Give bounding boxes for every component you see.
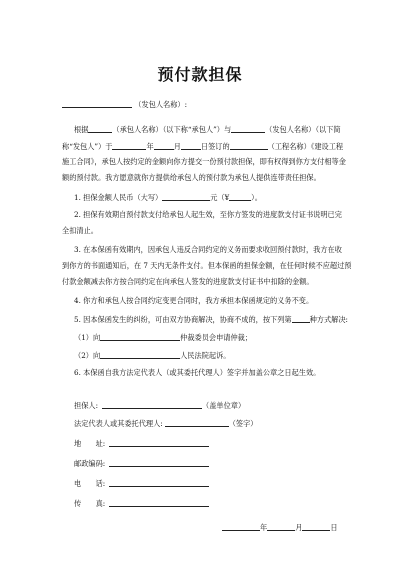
intro-line-2 <box>62 141 343 152</box>
option-1 <box>74 332 252 343</box>
item-3-line-1: 3. 在本保函有效期内，因承包人违反合同约定的义务而要求收回预付款时，我方在收 <box>74 245 342 254</box>
employer-name-blank[interactable] <box>231 124 265 133</box>
date-year-label: 年 <box>260 523 268 532</box>
dispute-option-blank[interactable] <box>292 314 310 323</box>
signature-note: （签字） <box>228 419 258 428</box>
legal-rep-label: 法定代表人或其委托代理人: <box>74 419 163 428</box>
date-day-label: 日 <box>330 523 338 532</box>
intro-text: 称“发包人”）于 <box>62 142 113 151</box>
fax-blank[interactable] <box>109 498 209 507</box>
item-2-line-1: 2. 担保有效期自预付款支付给承包人起生效，至你方签发的进度款支付证书说明已完 <box>74 210 342 219</box>
seal-note: （盖单位章） <box>202 401 246 410</box>
legal-rep-row <box>74 418 257 429</box>
fax-label: 传 真: <box>74 499 106 508</box>
phone-label: 电 话: <box>74 479 106 488</box>
intro-text: 根据 <box>74 125 89 134</box>
postcode-blank[interactable] <box>109 458 209 467</box>
amount-figure-blank[interactable] <box>229 192 251 201</box>
guarantor-blank[interactable] <box>102 400 202 409</box>
intro-text: （工程名称）《建设工程 <box>267 142 344 151</box>
phone-row <box>74 478 209 489</box>
date-year-blank[interactable] <box>222 522 260 531</box>
contractor-name-blank[interactable] <box>88 124 112 133</box>
item-text: 1. 担保金额人民币（大写） <box>74 193 163 202</box>
legal-rep-blank[interactable] <box>165 418 229 427</box>
intro-text: 年 <box>146 142 154 151</box>
project-name-blank[interactable] <box>230 141 268 150</box>
month-blank[interactable] <box>154 141 174 150</box>
item-3-line-2: 到你方的书面通知后，在 7 天内无条件支付。但本保函的担保金额，在任何时候不应超过预 <box>62 261 352 270</box>
intro-line-3: 施工合同》，承包人按约定的金额向你方提交一份预付款担保，即有权得到你方支付相等金 <box>62 157 346 166</box>
date-month-label: 月 <box>295 523 303 532</box>
guarantor-row <box>74 400 245 411</box>
year-blank[interactable] <box>112 141 146 150</box>
intro-text: 日签订的 <box>200 142 230 151</box>
item-6: 6. 本保函自我方法定代表人（或其委托代理人）签字并加盖公章之日起生效。 <box>74 368 321 377</box>
day-blank[interactable] <box>181 141 201 150</box>
fax-row <box>74 498 209 509</box>
employer-name-blank[interactable] <box>62 99 132 108</box>
address-blank[interactable] <box>109 438 209 447</box>
addressee-label: （发包人名称）: <box>134 100 188 109</box>
item-2-line-2: 全扣清止。 <box>62 226 98 235</box>
item-text: 5. 因本保函发生的纠纷，可由双方协商解决，协商不成的，按下列第 <box>74 315 292 324</box>
option-text: （2）向 <box>74 351 101 360</box>
option-text: 人民法院起诉。 <box>180 351 231 360</box>
item-5 <box>74 314 348 325</box>
intro-line-1 <box>74 124 341 135</box>
option-text: （1）向 <box>74 333 101 342</box>
date-row <box>222 522 338 533</box>
address-label: 地 址: <box>74 439 106 448</box>
arbitration-commission-blank[interactable] <box>100 332 180 341</box>
date-day-blank[interactable] <box>302 522 330 531</box>
item-4: 4. 你方和承包人按合同约定变更合同时，我方承担本保函规定的义务不变。 <box>74 296 314 305</box>
addressee-line <box>62 99 187 110</box>
item-1 <box>74 192 262 203</box>
guarantor-label: 担保人: <box>74 401 98 410</box>
item-3-line-3: 付款金额减去你方按合同约定在向承包人签发的进度款支付证书中扣除的金额。 <box>62 277 314 286</box>
option-2 <box>74 350 230 361</box>
intro-text: 月 <box>173 142 181 151</box>
item-text: 元（¥ <box>210 193 230 202</box>
postcode-row <box>74 458 209 469</box>
amount-words-blank[interactable] <box>162 192 210 201</box>
phone-blank[interactable] <box>109 478 209 487</box>
document-title: 预付款担保 <box>157 65 243 84</box>
court-blank[interactable] <box>100 350 180 359</box>
intro-text: （承包人名称）（以下称“承包人”）与 <box>112 125 232 134</box>
intro-text: （发包人名称）（以下简 <box>265 125 341 134</box>
item-text: 种方式解决: <box>309 315 348 324</box>
postcode-label: 邮政编码: <box>74 459 106 468</box>
option-text: 仲裁委员会申请仲裁； <box>180 333 253 342</box>
address-row <box>74 438 209 449</box>
date-month-blank[interactable] <box>267 522 295 531</box>
item-text: ）。 <box>251 193 262 202</box>
intro-line-4: 额的预付款。我方愿意就你方提供给承包人的预付款为承包人提供连带责任担保。 <box>62 173 321 182</box>
